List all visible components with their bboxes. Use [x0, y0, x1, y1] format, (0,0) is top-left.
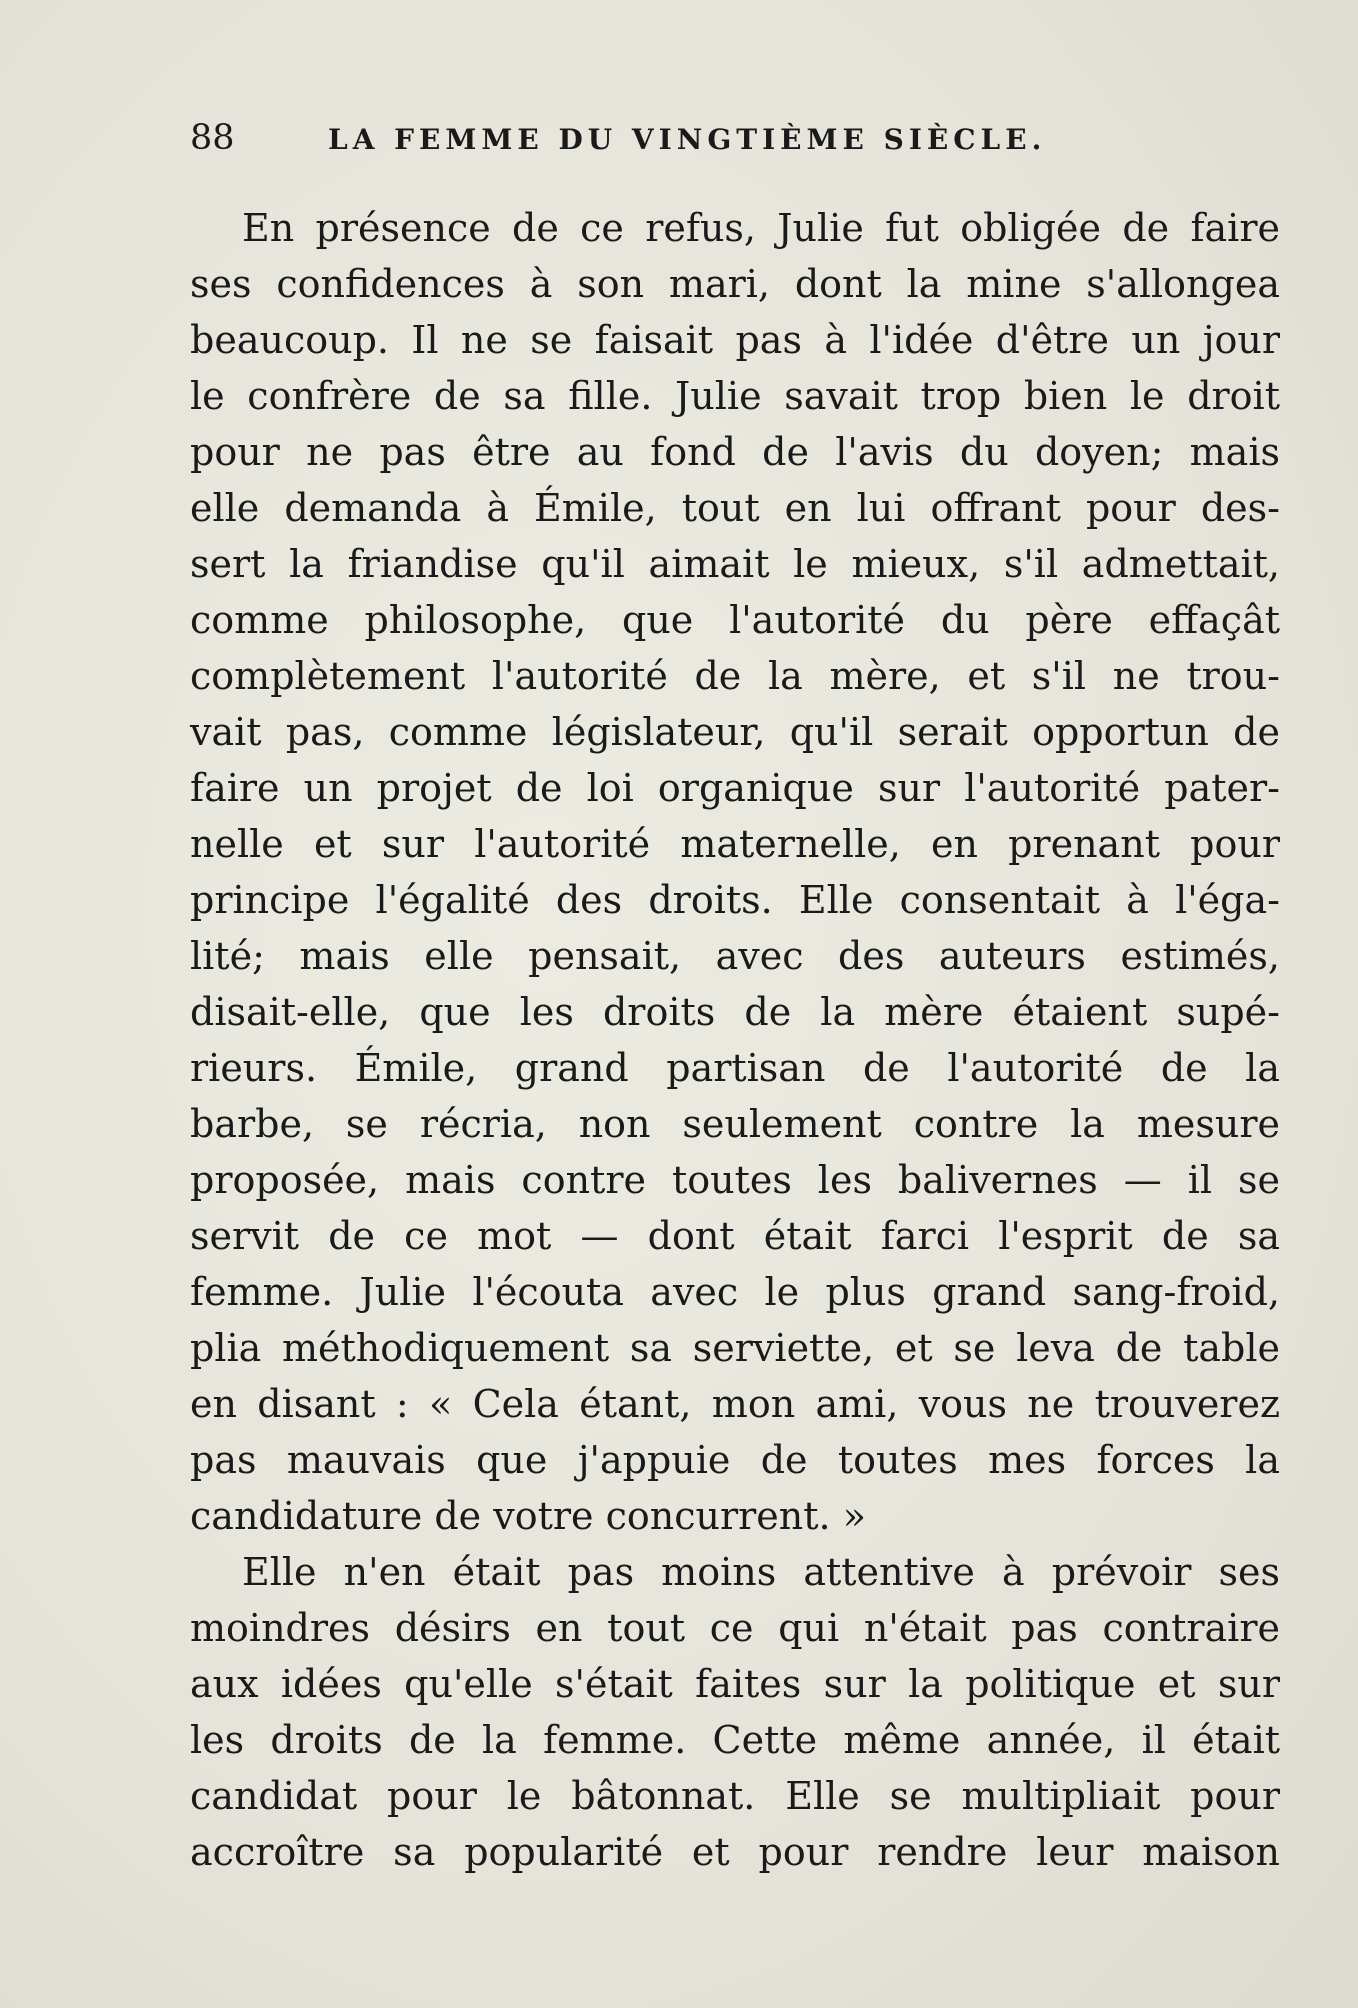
- text-line: ses confidences à son mari, dont la mine s'allongea: [190, 262, 1280, 306]
- text-line: barbe, se récria, non seulement contre la mesure: [190, 1102, 1280, 1146]
- book-page: [190, 118, 1280, 1880]
- text-line: lité; mais elle pensait, avec des auteurs estimés,: [190, 934, 1280, 978]
- text-line: le confrère de sa fille. Julie savait trop bien le droit: [190, 374, 1280, 418]
- text-line: les droits de la femme. Cette même année, il était: [190, 1718, 1280, 1762]
- text-line: sert la friandise qu'il aimait le mieux, s'il admettait,: [190, 542, 1280, 586]
- text-line: complètement l'autorité de la mère, et s'il ne trou-: [190, 654, 1280, 698]
- text-line: aux idées qu'elle s'était faites sur la politique et sur: [190, 1662, 1280, 1706]
- text-line: Elle n'en était pas moins attentive à prévoir ses: [242, 1550, 1280, 1594]
- text-line: candidature de votre concurrent. »: [190, 1494, 866, 1538]
- text-line: En présence de ce refus, Julie fut obligée de faire: [242, 206, 1280, 250]
- text-line: comme philosophe, que l'autorité du père effaçât: [190, 598, 1280, 642]
- text-line: pour ne pas être au fond de l'avis du doyen; mais: [190, 430, 1280, 474]
- text-line: rieurs. Émile, grand partisan de l'autorité de la: [190, 1046, 1280, 1090]
- text-line: proposée, mais contre toutes les balivernes — il se: [190, 1158, 1280, 1202]
- running-header: [190, 118, 1280, 178]
- text-line: servit de ce mot — dont était farci l'esprit de sa: [190, 1214, 1280, 1258]
- page-number: 88: [190, 118, 235, 158]
- text-line: plia méthodiquement sa serviette, et se leva de table: [190, 1326, 1280, 1370]
- text-line: candidat pour le bâtonnat. Elle se multipliait pour: [190, 1774, 1280, 1818]
- text-line: en disant : « Cela étant, mon ami, vous ne trouverez: [190, 1382, 1280, 1426]
- text-line: pas mauvais que j'appuie de toutes mes forces la: [190, 1438, 1280, 1482]
- body-text: [190, 200, 1280, 1880]
- text-line: disait-elle, que les droits de la mère étaient supé-: [190, 990, 1280, 1034]
- text-line: nelle et sur l'autorité maternelle, en prenant pour: [190, 822, 1280, 866]
- running-title: LA FEMME DU VINGTIÈME SIÈCLE.: [328, 123, 1047, 156]
- text-line: principe l'égalité des droits. Elle consentait à l'éga-: [190, 878, 1280, 922]
- paragraph-2: [190, 1544, 1280, 1880]
- text-line: beaucoup. Il ne se faisait pas à l'idée d'être un jour: [190, 318, 1280, 362]
- text-line: accroître sa popularité et pour rendre leur maison: [190, 1830, 1280, 1874]
- text-line: femme. Julie l'écouta avec le plus grand sang-froid,: [190, 1270, 1280, 1314]
- text-line: elle demanda à Émile, tout en lui offrant pour des-: [190, 486, 1280, 530]
- paragraph-1: [190, 200, 1280, 1544]
- text-line: moindres désirs en tout ce qui n'était pas contraire: [190, 1606, 1280, 1650]
- text-line: faire un projet de loi organique sur l'autorité pater-: [190, 766, 1280, 810]
- text-line: vait pas, comme législateur, qu'il serait opportun de: [190, 710, 1280, 754]
